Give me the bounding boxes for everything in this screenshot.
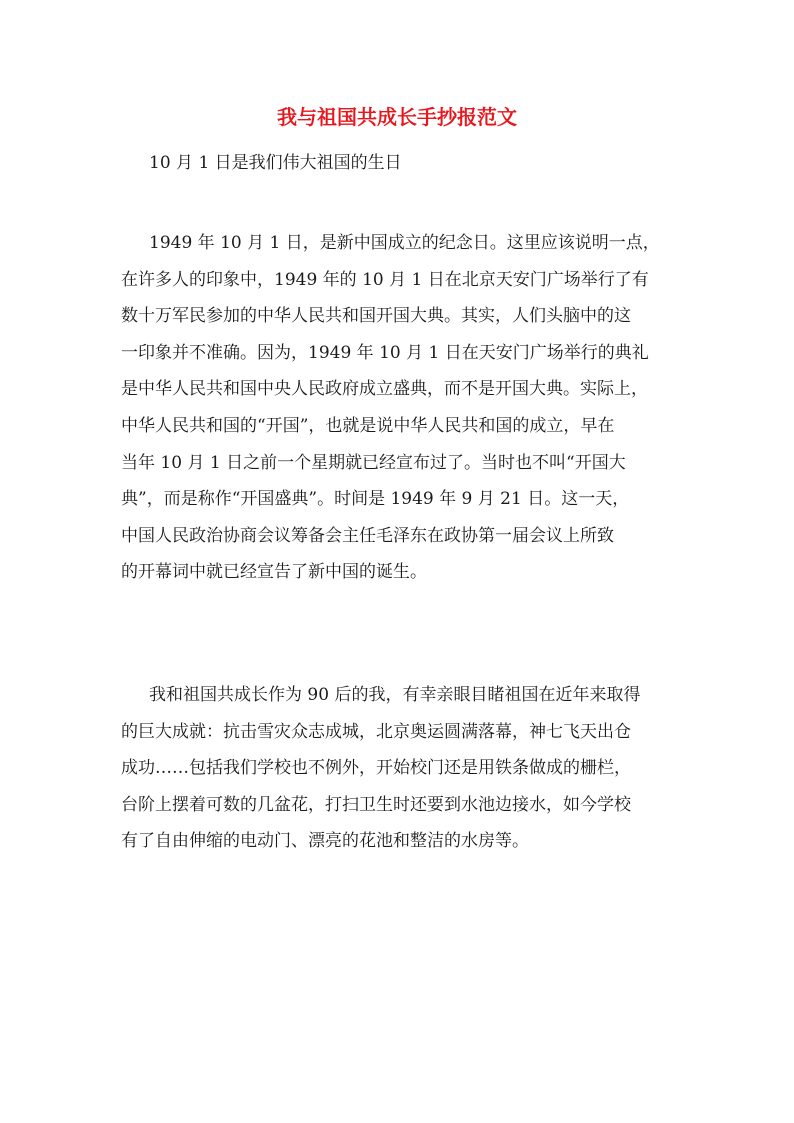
paragraph-2-line: 我和祖国共成长作为 90 后的我，有幸亲眼目睹祖国在近年来取得 <box>149 685 641 705</box>
paragraph-2-line: 台阶上摆着可数的几盆花，打扫卫生时还要到水池边接水，如今学校 <box>121 794 631 815</box>
document-title: 我与祖国共成长手抄报范文 <box>277 105 517 129</box>
document-subtitle: 10 月 1 日是我们伟大祖国的生日 <box>149 153 402 173</box>
paragraph-1-line: 典”，而是称作“开国盛典”。时间是 1949 年 9 月 21 日。这一天， <box>121 489 630 510</box>
paragraph-1-line: 当年 10 月 1 日之前一个星期就已经宣布过了。当时也不叫“开国大 <box>121 452 626 473</box>
paragraph-1 <box>121 230 681 596</box>
paragraph-1-line: 的开幕词中就已经宣告了新中国的诞生。 <box>121 562 427 583</box>
paragraph-2-line: 成功……包括我们学校也不例外，开始校门还是用铁条做成的栅栏， <box>121 758 631 779</box>
paragraph-1-line: 数十万军民参加的中华人民共和国开国大典。其实，人们头脑中的这 <box>121 306 631 327</box>
paragraph-1-line: 一印象并不准确。因为，1949 年 10 月 1 日在天安门广场举行的典礼 <box>121 342 649 363</box>
paragraph-1-line: 中国人民政治协商会议筹备会主任毛泽东在政协第一届会议上所致 <box>121 525 614 546</box>
paragraph-1-line: 在许多人的印象中，1949 年的 10 月 1 日在北京天安门广场举行了有 <box>121 269 649 290</box>
paragraph-1-line: 是中华人民共和国中央人民政府成立盛典，而不是开国大典。实际上， <box>121 379 648 400</box>
paragraph-1-line: 1949 年 10 月 1 日，是新中国成立的纪念日。这里应该说明一点， <box>149 233 660 253</box>
paragraph-2-line: 有了自由伸缩的电动门、漂亮的花池和整洁的水房等。 <box>121 831 529 852</box>
paragraph-2 <box>121 682 681 865</box>
paragraph-1-line: 中华人民共和国的“开国”，也就是说中华人民共和国的成立，早在 <box>121 415 615 436</box>
paragraph-2-line: 的巨大成就：抗击雪灾众志成城，北京奥运圆满落幕，神七飞天出仓 <box>121 721 631 742</box>
